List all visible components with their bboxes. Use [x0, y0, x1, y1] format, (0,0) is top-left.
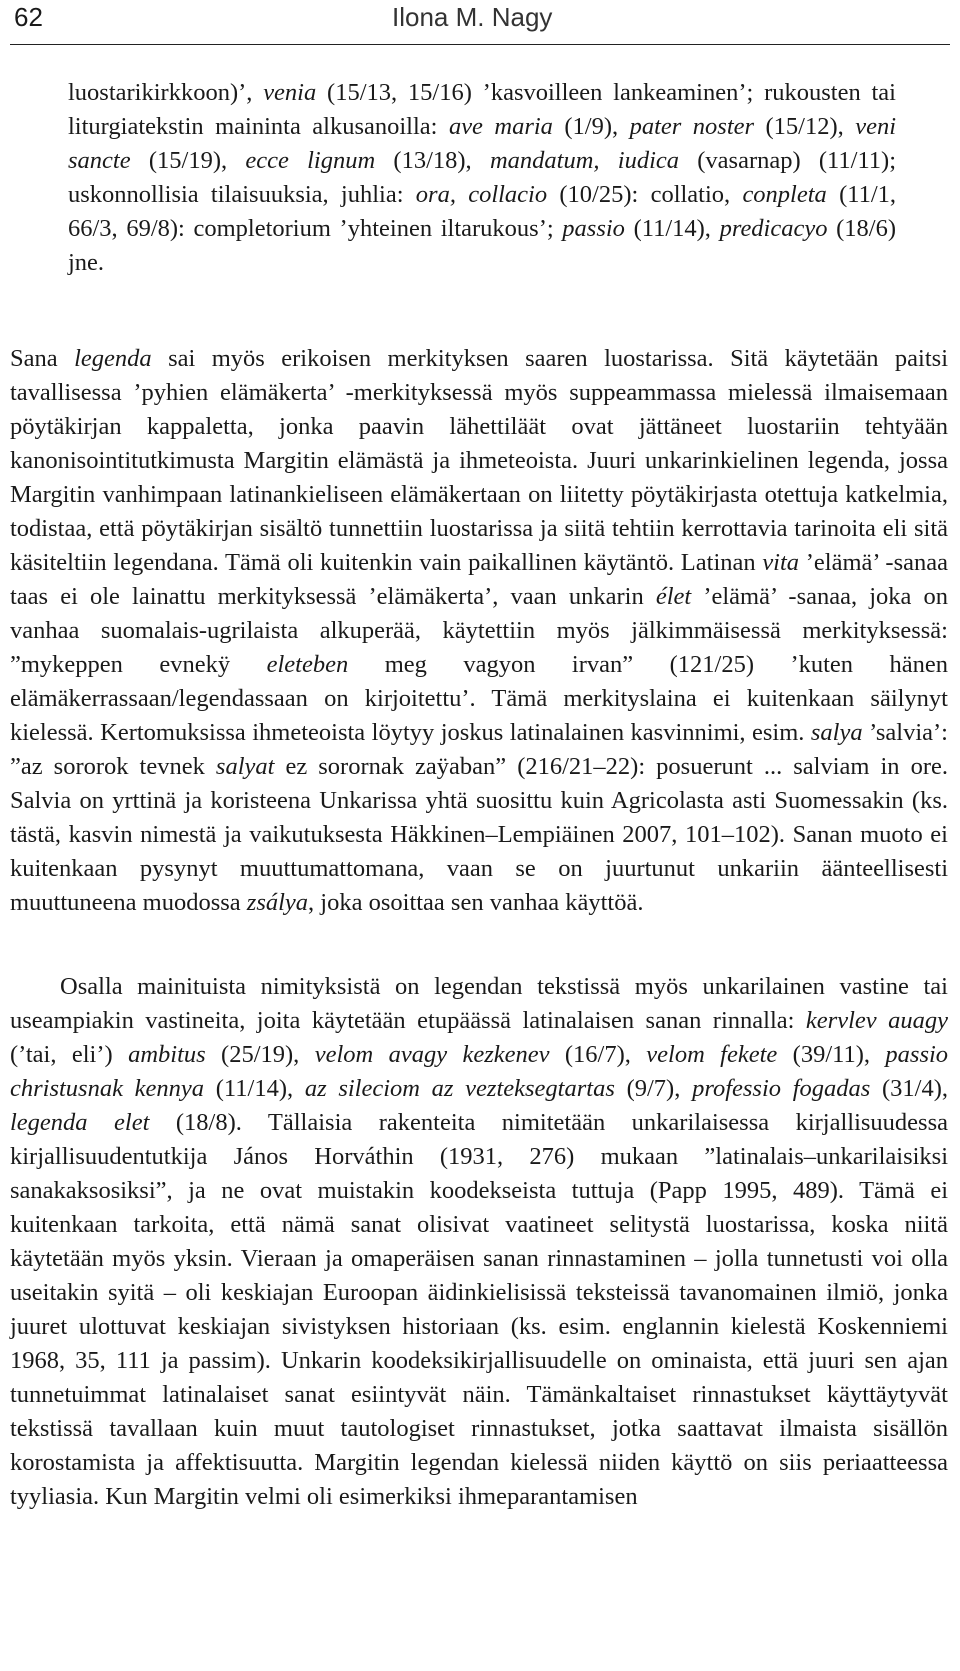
term-list-block — [68, 76, 896, 280]
text-run: ez sorornak zaÿaban” (216/21–22): posuerunt ... salviam in ore. Salvia on yrttinä ja koristeena Unkarissa yhtä suosittu kuin Agricolasta asti Suomessakin (ks. tästä, kasvin nimestä ja vaikutuksesta Häkkinen–Lempiäinen 2007, 101–102). Sanan muoto ei kuitenkaan pysynyt muuttumattomana, vaan se on juurtunut unkariin äänteellisesti muuttuneena muodossa — [10, 753, 948, 916]
italic-term: salyat — [215, 753, 275, 780]
text-run: (13/18), — [375, 147, 490, 174]
text-run: (1/9), — [552, 113, 630, 140]
italic-term: kervlev auagy — [805, 1007, 948, 1034]
text-run: (39/11), — [777, 1041, 886, 1068]
text-run: (18/8). Tällaisia rakenteita nimitetään unkarilaisessa kirjallisuudessa kirjallisuudentutkija János Horváthin (1931, 276) mukaan ”latinalais–unkarilaisiksi sanakaksosiksi”, ja ne ovat muistakin koodekseista tuttuja (Papp 1995, 489). Tämä ei kuitenkaan tarkoita, että nämä sanat olisivat vaatineet selitystä luostarissa, koska niitä käytetään myös yksin. Vieraan ja omaperäisen sanan rinnastaminen – jolla tunnetusti voi olla useitakin syitä – oli keskiajan Euroopan äidinkielisissä teksteissä tavanomainen ilmiö, jonka juuret ulottuvat keskiajan sivistyksen historiaan (ks. esim. englannin kielestä Koskenniemi 1968, 35, 111 ja passim). Unkarin koodeksikirjallisuudelle on ominaista, että juuri sen ajan tunnetuimmat latinalaiset sanat esiintyvät näin. Tämänkaltaiset rinnastukset käyttäytyvät tekstissä tavallaan kuin muut tautologiset rinnastukset, jotka saattavat ilmaista sisällön korostamista ja affektisuutta. Margitin legendan kielessä niiden käyttö on siis periaatteessa tyyliasia. Kun Margitin velmi oli esimerkiksi ihmeparantamisen — [10, 1109, 948, 1510]
text-run: (15/12), — [754, 113, 856, 140]
text-run: (vasarnap) (11/11); uskonnollisia tilaisuuksia, juhlia: — [68, 147, 897, 208]
text-run: ’salvia’: ”az sororok tevnek — [10, 719, 948, 780]
italic-term: velom fekete — [646, 1041, 778, 1068]
italic-term: ecce lignum — [245, 147, 376, 174]
page-number: 62 — [14, 2, 43, 32]
text-run: (’tai, eli’) — [10, 1041, 129, 1068]
italic-term: venia — [263, 79, 317, 106]
italic-term: ave maria — [448, 113, 553, 140]
italic-term: vita — [762, 549, 800, 576]
text-run: (25/19), — [205, 1041, 315, 1068]
italic-term: velom avagy kezkenev — [314, 1041, 550, 1068]
italic-term: legenda elet — [10, 1109, 150, 1136]
italic-term: eleteben — [266, 651, 349, 678]
text-run: (15/13, 15/16) ’kasvoilleen lankeaminen’; rukousten tai liturgiatekstin maininta alkusanoilla: — [68, 79, 896, 140]
body-paragraph-1 — [10, 342, 948, 920]
italic-term: passio — [562, 215, 625, 242]
text-run: ’elämä’ -sanaa taas ei ole lainattu merkityksessä ’elämäkerta’, vaan unkarin — [10, 549, 948, 610]
italic-term: élet — [655, 583, 692, 610]
italic-term: ora, collacio — [415, 181, 548, 208]
text-run: (11/1, 66/3, 69/8): completorium ’yhteinen iltarukous’; — [68, 181, 896, 242]
running-head-author: Ilona M. Nagy — [392, 2, 553, 32]
text-run: meg vagyon irvan” (121/25) ’kuten hänen elämäkerrassaan/legendassaan on kirjoitettu’. Tämä merkityslaina ei kuitenkaan säilynyt kielessä. Kertomuksissa ihmeteoista löytyy joskus latinalainen kasvinnimi, esim. — [10, 651, 948, 746]
italic-term: ambitus — [128, 1041, 206, 1068]
text-run: , joka osoittaa sen vanhaa käyttöä. — [308, 889, 644, 916]
italic-term: legenda — [74, 345, 152, 372]
italic-term: passio christusnak kennya — [10, 1041, 949, 1102]
text-run: (10/25): collatio, — [547, 181, 743, 208]
running-head — [10, 0, 950, 45]
text-run: (31/4), — [870, 1075, 949, 1102]
text-run: (15/19), — [130, 147, 246, 174]
italic-term: az sileciom az vezteksegtartas — [304, 1075, 615, 1102]
text-run: sai myös erikoisen merkityksen saaren luostarissa. Sitä käytetään paitsi tavallisessa ’pyhien elämäkerta’ -merkityksessä myös suppeammassa mielessä ilmaisemaan pöytäkirjan kappaletta, jonka paavin lähettiläät ovat jättäneet luostariin tehtyään kanonisointitutkimusta Margitin elämästä ja ihmeteoista. Juuri unkarinkielinen legenda, jossa Margitin vanhimpaan latinankieliseen elämäkertaan on liitetty pöytäkirjasta otettuja katkelmia, todistaa, että pöytäkirjan sisältö tunnettiin luostarissa ja siitä tehtiin kerrottavia tarinoita eli sitä käsiteltiin legendana. Tämä oli kuitenkin vain paikallinen käytäntö. Latinan — [10, 345, 949, 576]
italic-term: mandatum, iudica — [489, 147, 679, 174]
text-run: (16/7), — [549, 1041, 647, 1068]
italic-term: predicacyo — [719, 215, 828, 242]
italic-term: salya — [810, 719, 863, 746]
text-run: (11/14), — [204, 1075, 305, 1102]
italic-term: conpleta — [742, 181, 827, 208]
italic-term: professio fogadas — [692, 1075, 871, 1102]
text-run: Osalla mainituista nimityksistä on legendan tekstissä myös unkarilainen vastine tai useampiakin vastineita, joita käytetään etupäässä latinalaisen sanan rinnalla: — [10, 973, 948, 1034]
text-run: luostarikirkkoon)’, — [68, 79, 264, 106]
body-paragraph-2 — [10, 970, 948, 1514]
text-run: (11/14), — [624, 215, 720, 242]
text-run: Sana — [10, 345, 75, 372]
italic-term: pater noster — [629, 113, 755, 140]
italic-term: zsálya — [246, 889, 309, 916]
text-run: ’elämä’ -sanaa, joka on vanhaa suomalais-ugrilaista alkuperää, käytettiin myös jälkimmäisessä merkityksessä: ”mykeppen evnekÿ — [10, 583, 949, 678]
italic-term: veni sancte — [68, 113, 897, 174]
text-run: (9/7), — [614, 1075, 693, 1102]
text-run: (18/6) jne. — [68, 215, 897, 276]
